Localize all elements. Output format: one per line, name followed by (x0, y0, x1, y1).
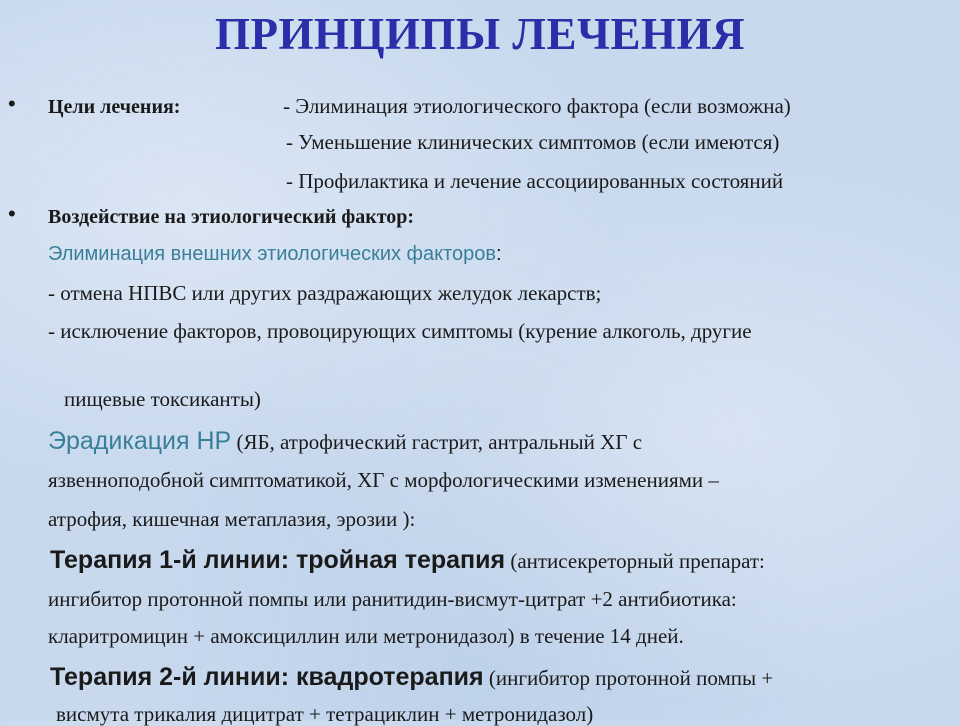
bullet-marker: • (8, 91, 16, 116)
goals-label: Цели лечения: (48, 96, 181, 118)
bullet-marker: • (8, 201, 16, 226)
therapy1-text: кларитромицин + амоксициллин или метронидазол) в течение 14 дней. (48, 624, 684, 648)
hp-eradication-text: (ЯБ, атрофический гастрит, антральный ХГ с (231, 430, 643, 454)
hp-eradication-line (48, 429, 642, 454)
therapy1-text: ингибитор протонной помпы или ранитидин-висмут-цитрат +2 антибиотика: (48, 587, 737, 611)
therapy1-line (50, 548, 765, 573)
external-factor-continuation: пищевые токсиканты) (64, 387, 261, 411)
hp-eradication-text: атрофия, кишечная метаплазия, эрозии ): (48, 507, 416, 531)
external-factors-heading-text: Элиминация внешних этиологических факторов (48, 243, 497, 265)
hp-eradication-text: язвенноподобной симптоматикой, ХГ с морфологическими изменениями – (48, 468, 719, 492)
therapy2-text: висмута трикалия дицитрат + тетрациклин + метронидазол) (56, 702, 594, 726)
goal-item: - Профилактика и лечение ассоциированных состояний (286, 169, 784, 193)
therapy1-heading: Терапия 1-й линии: тройная терапия (50, 546, 506, 574)
etiology-label: Воздействие на этиологический фактор: (48, 206, 415, 228)
external-factor-item: - отмена НПВС или других раздражающих желудок лекарств; (48, 281, 602, 305)
external-factors-heading (48, 244, 502, 264)
therapy2-line (50, 665, 773, 690)
therapy1-text: (антисекреторный препарат: (505, 549, 765, 573)
goal-item: - Элиминация этиологического фактора (если возможна) (283, 94, 791, 118)
therapy2-text: (ингибитор протонной помпы + (483, 666, 774, 690)
external-factor-item: - исключение факторов, провоцирующих симптомы (курение алкоголь, другие (48, 319, 752, 343)
therapy2-heading: Терапия 2-й линии: квадротерапия (50, 663, 484, 691)
hp-eradication-heading: Эрадикация НР (48, 427, 232, 455)
page-title: ПРИНЦИПЫ ЛЕЧЕНИЯ (214, 9, 746, 59)
external-factors-heading-colon: : (496, 243, 502, 265)
goal-item: - Уменьшение клинических симптомов (если имеются) (286, 130, 780, 154)
